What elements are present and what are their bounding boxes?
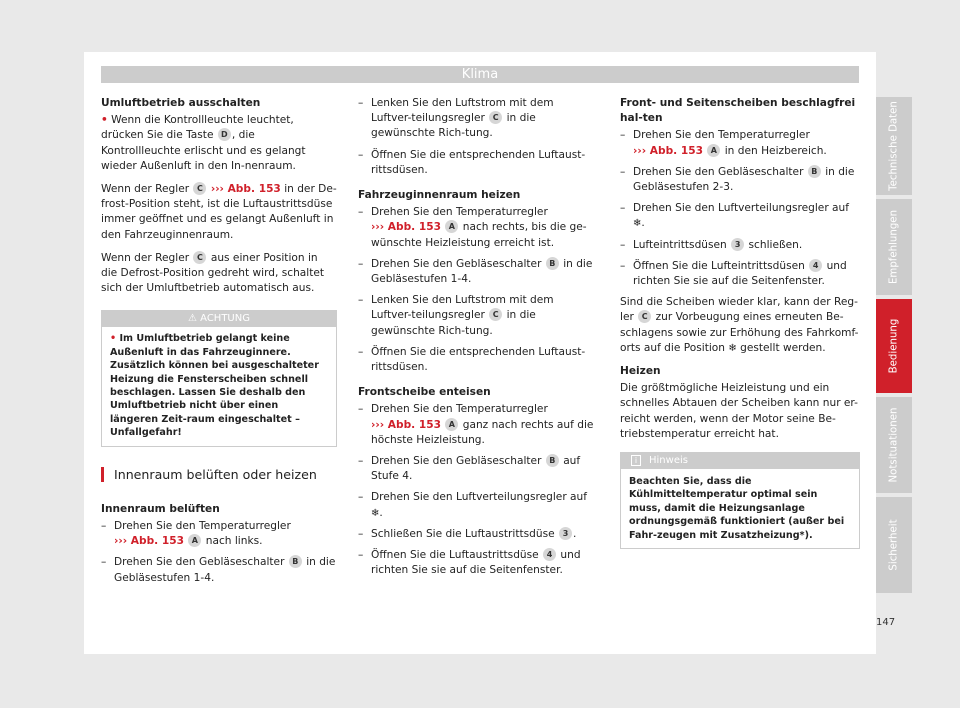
text: Drehen Sie den Gebläseschalter: [371, 455, 542, 468]
badge-a: A: [445, 418, 458, 431]
text: Wenn der Regler: [101, 251, 190, 264]
text: und richten Sie sie auf die Seitenfenster.: [371, 549, 581, 577]
text: auf Stufe 4.: [371, 455, 581, 483]
list-item: – Schließen Sie die Luftaustrittsdüse 3 .: [358, 527, 596, 542]
page-number: 147: [876, 617, 896, 628]
text: in der De-frost-Position steht, ist die Luftaustrittsdüse immer geöffnet und es gelangt Außenluft in den Fahrzeuginnenraum.: [101, 183, 337, 241]
text: Drehen Sie den Gebläseschalter: [114, 556, 285, 569]
list-item: [358, 205, 596, 251]
text: Drehen Sie den Gebläseschalter: [633, 165, 804, 178]
tab-label: Empfehlungen: [888, 209, 900, 285]
tab-bedienung[interactable]: [876, 299, 912, 393]
heading-belueften: Innenraum belüften: [101, 502, 220, 515]
paragraph: [620, 295, 860, 356]
tab-sicherheit[interactable]: [876, 497, 912, 593]
text: Drehen Sie den Temperaturregler: [371, 206, 548, 219]
badge-a: A: [188, 534, 201, 547]
column-1: [101, 96, 337, 592]
bullet-dot: •: [101, 114, 108, 127]
warning-triangle-icon: ⚠: [188, 313, 197, 325]
warning-header: [102, 311, 336, 327]
hint-header: [621, 453, 859, 469]
figure-ref-link[interactable]: ››› Abb. 153: [371, 418, 441, 431]
text: Drehen Sie den Temperaturregler: [371, 403, 548, 416]
figure-ref-link[interactable]: ››› Abb. 153: [114, 535, 184, 548]
badge-d: D: [218, 128, 231, 141]
text: Öffnen Sie die Lufteintrittsdüsen: [633, 259, 805, 272]
heading-umluft-aus: Umluftbetrieb ausschalten: [101, 97, 261, 109]
text: Wenn die Kontrollleuchte leuchtet, drücken Sie die Taste: [101, 114, 294, 142]
warning-title: ACHTUNG: [200, 313, 250, 325]
text: Lenken Sie den Luftstrom mit dem Luftver-teilungsregler: [371, 97, 554, 125]
badge-b: B: [808, 165, 821, 178]
text: ganz nach rechts auf die höchste Heizleistung.: [371, 418, 594, 446]
list-item: [358, 454, 596, 484]
list-item: – Öffnen Sie die entsprechenden Luftaust-rittsdüsen.: [358, 148, 596, 178]
text: Schließen Sie die Luftaustrittsdüse: [371, 527, 555, 540]
badge-c: C: [193, 182, 206, 195]
paragraph: [101, 182, 337, 243]
figure-ref-link[interactable]: ››› Abb. 153: [210, 183, 281, 196]
badge-3: 3: [731, 238, 744, 251]
section-title: Innenraum belüften oder heizen: [101, 467, 337, 482]
badge-b: B: [546, 257, 559, 270]
text: in die gewünschte Rich-tung.: [371, 112, 536, 140]
text: Drehen Sie den Luftverteilungsregler auf: [633, 202, 849, 215]
heading-heizen: Heizen: [620, 365, 661, 378]
badge-c: C: [193, 251, 206, 264]
figure-ref-link[interactable]: ››› Abb. 153: [633, 144, 703, 157]
hint-box: [620, 452, 860, 549]
text: Öffnen Sie die Luftaustrittsdüse: [371, 549, 539, 562]
list-item: [620, 165, 860, 195]
text: gestellt werden.: [740, 341, 826, 354]
warning-body: [102, 327, 336, 445]
warning-text: Im Umluftbetrieb gelangt keine Außenluft in das Fahrzeuginnere. Zusätzlich können bei ausgeschalteter Heizung die Fensterscheiben schnell beschlagen. Lassen Sie deshalb den Umluftbetrieb nicht über einen längeren Zeit-raum eingeschaltet – Unfallgefahr!: [110, 333, 319, 439]
list-item: [358, 257, 596, 287]
list-item: [358, 548, 596, 578]
text: nach links.: [205, 535, 263, 548]
bullet-item: [101, 113, 337, 174]
chapter-header: Klima: [101, 66, 859, 83]
heading-frontscheibe: Frontscheibe enteisen: [358, 386, 491, 399]
text: aus einer Position in die Defrost-Position gedreht wird, schaltet sich der Umluftbetrieb automatisch aus.: [101, 251, 325, 295]
badge-b: B: [289, 555, 302, 568]
badge-c: C: [489, 111, 502, 124]
heading-beschlagfrei: Front- und Seitenscheiben beschlagfrei hal-ten: [620, 97, 856, 125]
column-3: [620, 96, 860, 549]
tab-empfehlungen[interactable]: [876, 199, 912, 295]
text: in die Gebläsestufen 1-4.: [371, 257, 593, 286]
list-item: [620, 128, 860, 158]
list-item: [101, 519, 337, 549]
airflow-fan-icon: ❄: [371, 507, 380, 519]
heading-heizen-innenraum: Fahrzeuginnenraum heizen: [358, 189, 521, 202]
side-tabs: [876, 97, 912, 597]
text: Sind die Scheiben wieder klar, kann der Reg-ler: [620, 296, 858, 324]
list-item: [101, 555, 337, 585]
text: Wenn der Regler: [101, 183, 190, 196]
text: zur Vorbeugung eines erneuten Be-schlagens sowie zur Erhöhung des Fahrkomf-orts auf die Position: [620, 311, 859, 354]
text: Drehen Sie den Temperaturregler: [114, 519, 291, 532]
badge-a: A: [707, 144, 720, 157]
list-item: [358, 402, 596, 448]
badge-3: 3: [559, 527, 572, 540]
tab-technische-daten[interactable]: [876, 97, 912, 195]
text: nach rechts, bis die ge-wünschte Heizleistung erreicht ist.: [371, 221, 587, 249]
text: Drehen Sie den Gebläseschalter: [371, 257, 542, 270]
badge-b: B: [546, 454, 559, 467]
tab-label: Bedienung: [888, 318, 900, 374]
figure-ref-link[interactable]: ››› Abb. 153: [371, 221, 441, 234]
list-item: [620, 259, 860, 289]
badge-c: C: [638, 310, 651, 323]
tab-label: Technische Daten: [888, 101, 900, 191]
text: Lufteintrittsdüsen: [633, 238, 727, 251]
list-item: [358, 96, 596, 142]
text: Lenken Sie den Luftstrom mit dem Luftver-teilungsregler: [371, 294, 554, 322]
info-icon: i: [631, 455, 641, 466]
column-2: [358, 96, 596, 584]
tab-notsituationen[interactable]: [876, 397, 912, 493]
list-item: – Drehen Sie den Luftverteilungsregler auf ❄.: [358, 490, 596, 520]
tab-label: Sicherheit: [888, 519, 900, 571]
badge-4: 4: [809, 259, 822, 272]
text: in den Heizbereich.: [724, 144, 827, 157]
hint-title: Hinweis: [649, 455, 688, 467]
warning-box: [101, 310, 337, 446]
paragraph: Die größtmögliche Heizleistung und ein schnelles Abtauen der Scheiben kann nur er-reicht werden, wenn der Motor seine Be-triebstemperatur erreicht hat.: [620, 382, 858, 440]
text: , die Kontrollleuchte erlischt und es gelangt wieder Außenluft in den In-nenraum.: [101, 129, 306, 172]
badge-a: A: [445, 220, 458, 233]
bullet-dot: •: [110, 333, 117, 345]
tab-label: Notsituationen: [888, 407, 900, 483]
badge-4: 4: [543, 548, 556, 561]
text: in die Gebläsestufen 2-3.: [633, 165, 855, 194]
list-item: – Drehen Sie den Luftverteilungsregler auf ❄.: [620, 201, 860, 231]
text: schließen.: [748, 238, 803, 251]
list-item: – Öffnen Sie die entsprechenden Luftaust-rittsdüsen.: [358, 345, 596, 375]
hint-body: Beachten Sie, dass die Kühlmitteltemperatur optimal sein muss, damit die Heizungsanlage ordnungsgemäß funktioniert (außer bei Fahr-zeugen mit Zusatzheizung*).: [629, 476, 845, 541]
badge-c: C: [489, 308, 502, 321]
airflow-fan-icon: ❄: [728, 342, 737, 354]
text: in die gewünschte Rich-tung.: [371, 309, 536, 337]
text: Drehen Sie den Temperaturregler: [633, 129, 810, 142]
list-item: [358, 293, 596, 339]
text: und richten Sie sie auf die Seitenfenster.: [633, 259, 847, 288]
text: in die Gebläsestufen 1-4.: [114, 556, 336, 584]
airflow-fan-icon: ❄: [633, 218, 642, 230]
list-item: [620, 238, 860, 253]
paragraph: [101, 251, 337, 297]
text: Drehen Sie den Luftverteilungsregler auf: [371, 491, 587, 504]
